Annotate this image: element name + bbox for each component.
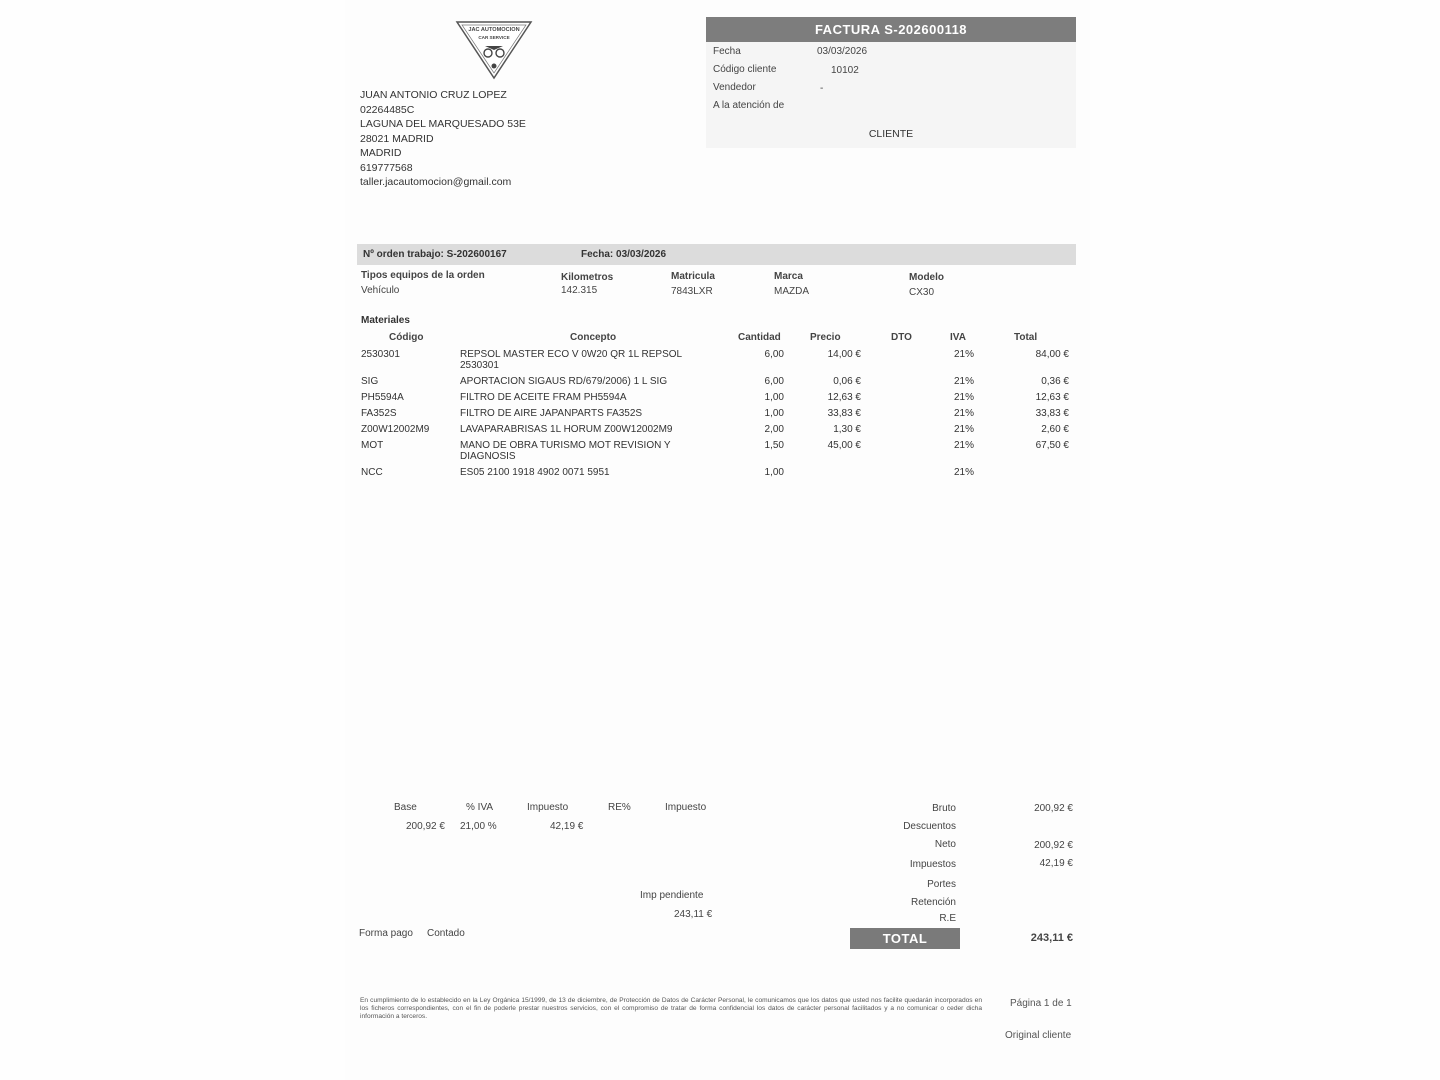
work-order-number: Nº orden trabajo: S-202600167 — [363, 249, 507, 260]
issuer-block — [360, 88, 526, 190]
cell-precio: 1,30 € — [833, 424, 861, 435]
cell-cantidad: 6,00 — [764, 349, 784, 360]
copy-label: Original cliente — [1005, 1030, 1072, 1041]
issuer-city: 28021 MADRID — [360, 132, 434, 145]
codigo-cliente-label: Código cliente — [713, 64, 777, 75]
tax-header-base: Base — [394, 802, 417, 813]
cell-precio: 45,00 € — [827, 440, 861, 451]
cell-concepto: APORTACION SIGAUS RD/679/2006) 1 L SIG — [460, 376, 668, 387]
total-label: TOTAL — [850, 928, 960, 949]
vehicle-tipos: Vehículo — [361, 285, 400, 296]
cell-iva: 21% — [953, 440, 974, 451]
company-logo — [455, 20, 533, 80]
cell-cantidad: 1,00 — [764, 392, 784, 403]
cell-iva: 21% — [953, 392, 974, 403]
tax-header-pct-iva: % IVA — [466, 802, 494, 813]
col-header-codigo: Código — [389, 332, 424, 343]
issuer-province: MADRID — [360, 147, 402, 159]
impuestos-label: Impuestos — [909, 859, 956, 870]
portes-label: Portes — [927, 879, 956, 890]
vendedor-value: - — [820, 83, 824, 94]
cell-total: 0,36 € — [1041, 376, 1069, 387]
neto-value: 200,92 € — [1034, 840, 1073, 851]
payment-value: Contado — [427, 928, 465, 939]
fecha-value: 03/03/2026 — [817, 46, 868, 57]
vehicle-marca: MAZDA — [774, 286, 809, 297]
cell-total: 2,60 € — [1041, 424, 1069, 435]
work-order-bar — [357, 244, 1076, 265]
fecha-label: Fecha — [713, 46, 741, 57]
cell-concepto-line2: DIAGNOSIS — [460, 451, 516, 462]
cell-cantidad: 2,00 — [764, 424, 784, 435]
neto-label: Neto — [934, 839, 956, 850]
cell-codigo: Z00W12002M9 — [361, 424, 430, 435]
cell-total: 84,00 € — [1035, 349, 1069, 360]
col-header-dto: DTO — [891, 332, 912, 343]
vehicle-header-matricula: Matricula — [671, 271, 715, 282]
col-header-precio: Precio — [810, 332, 841, 343]
logo-text-line2: CAR SERVICE — [478, 35, 510, 40]
re-label: R.E — [939, 913, 956, 924]
cell-codigo: NCC — [361, 467, 383, 478]
legal-notice: En cumplimiento de lo establecido en la Ley Orgánica 15/1999, de 13 de diciembre, de Protección de Datos de Carácter Personal, le comunicamos que los datos que usted nos facilite quedarán incorporados en los ficheros correspondientes, con el fin de poderle prestar nuestros servicios, con el compromiso de tratar de forma confidencial los datos de carácter personal facilitados y a no comunicar o ceder dicha información a terceros. — [360, 997, 982, 1020]
cell-iva: 21% — [953, 349, 974, 360]
tax-pct-iva: 21,00 % — [460, 821, 497, 832]
cell-precio: 12,63 € — [827, 392, 861, 403]
codigo-cliente-value: 10102 — [831, 65, 859, 76]
tax-header-impuesto2: Impuesto — [665, 802, 707, 813]
work-order-date: Fecha: 03/03/2026 — [581, 249, 667, 260]
cell-cantidad: 6,00 — [764, 376, 784, 387]
col-header-iva: IVA — [950, 332, 966, 343]
col-header-total: Total — [1014, 332, 1038, 343]
col-header-cantidad: Cantidad — [738, 332, 781, 343]
bruto-value: 200,92 € — [1034, 803, 1073, 814]
issuer-email: taller.jacautomocion@gmail.com — [360, 176, 512, 188]
tax-header-re: RE% — [608, 802, 631, 813]
cell-concepto: MANO DE OBRA TURISMO MOT REVISION Y — [460, 440, 671, 451]
cell-codigo: 2530301 — [361, 349, 400, 360]
invoice-title: FACTURA S-202600118 — [706, 17, 1076, 42]
cell-precio: 0,06 € — [833, 376, 861, 387]
page-number: Página 1 de 1 — [1010, 998, 1072, 1009]
tax-impuesto: 42,19 € — [550, 821, 584, 832]
payment-label: Forma pago — [359, 928, 413, 939]
cell-codigo: SIG — [361, 376, 379, 387]
issuer-nif: 02264485C — [360, 103, 415, 116]
total-value: 243,11 € — [1030, 932, 1073, 944]
impuestos-value: 42,19 € — [1039, 858, 1073, 869]
issuer-phone: 619777568 — [360, 161, 413, 174]
pending-value: 243,11 € — [674, 909, 713, 920]
cell-total: 67,50 € — [1035, 440, 1069, 451]
cell-concepto: FILTRO DE AIRE JAPANPARTS FA352S — [460, 408, 643, 419]
descuentos-label: Descuentos — [903, 821, 956, 832]
issuer-address: LAGUNA DEL MARQUESADO 53E — [360, 118, 526, 130]
vehicle-header-km: Kilometros — [561, 272, 614, 283]
cell-total: 12,63 € — [1035, 392, 1069, 403]
cell-total: 33,83 € — [1035, 408, 1069, 419]
logo-text-line1: JAC AUTOMOCION — [468, 27, 520, 33]
cell-codigo: FA352S — [361, 408, 397, 419]
cliente-label: CLIENTE — [868, 128, 914, 140]
cell-precio: 33,83 € — [827, 408, 861, 419]
vehicle-header-tipos: Tipos equipos de la orden — [361, 270, 485, 281]
cell-precio: 14,00 € — [827, 349, 861, 360]
issuer-name: JUAN ANTONIO CRUZ LOPEZ — [360, 89, 507, 101]
vehicle-header-marca: Marca — [774, 271, 803, 282]
vehicle-km: 142.315 — [561, 285, 598, 296]
cell-cantidad: 1,00 — [764, 408, 784, 419]
cell-iva: 21% — [953, 424, 974, 435]
cell-concepto: ES05 2100 1918 4902 0071 5951 — [460, 467, 610, 478]
cell-iva: 21% — [953, 408, 974, 419]
cell-concepto-line2: 2530301 — [460, 360, 499, 371]
pending-label: Imp pendiente — [640, 890, 704, 901]
cell-cantidad: 1,50 — [764, 440, 784, 451]
vendedor-label: Vendedor — [713, 82, 756, 93]
vehicle-matricula: 7843LXR — [671, 286, 713, 297]
bruto-label: Bruto — [932, 803, 956, 814]
vehicle-header-modelo: Modelo — [909, 272, 944, 283]
vehicle-modelo: CX30 — [909, 287, 935, 298]
cell-codigo: MOT — [361, 440, 384, 451]
col-header-concepto: Concepto — [570, 332, 617, 343]
cell-iva: 21% — [953, 376, 974, 387]
tax-base: 200,92 € — [406, 821, 445, 832]
cell-cantidad: 1,00 — [764, 467, 784, 478]
cell-codigo: PH5594A — [361, 392, 404, 403]
atencion-label: A la atención de — [713, 100, 785, 111]
cell-concepto: REPSOL MASTER ECO V 0W20 QR 1L REPSOL — [460, 349, 683, 360]
tax-header-impuesto: Impuesto — [527, 802, 569, 813]
retencion-label: Retención — [910, 897, 956, 908]
cell-concepto: FILTRO DE ACEITE FRAM PH5594A — [460, 392, 627, 403]
materials-title: Materiales — [361, 315, 410, 326]
cell-concepto: LAVAPARABRISAS 1L HORUM Z00W12002M9 — [460, 424, 673, 435]
cell-iva: 21% — [953, 467, 974, 478]
